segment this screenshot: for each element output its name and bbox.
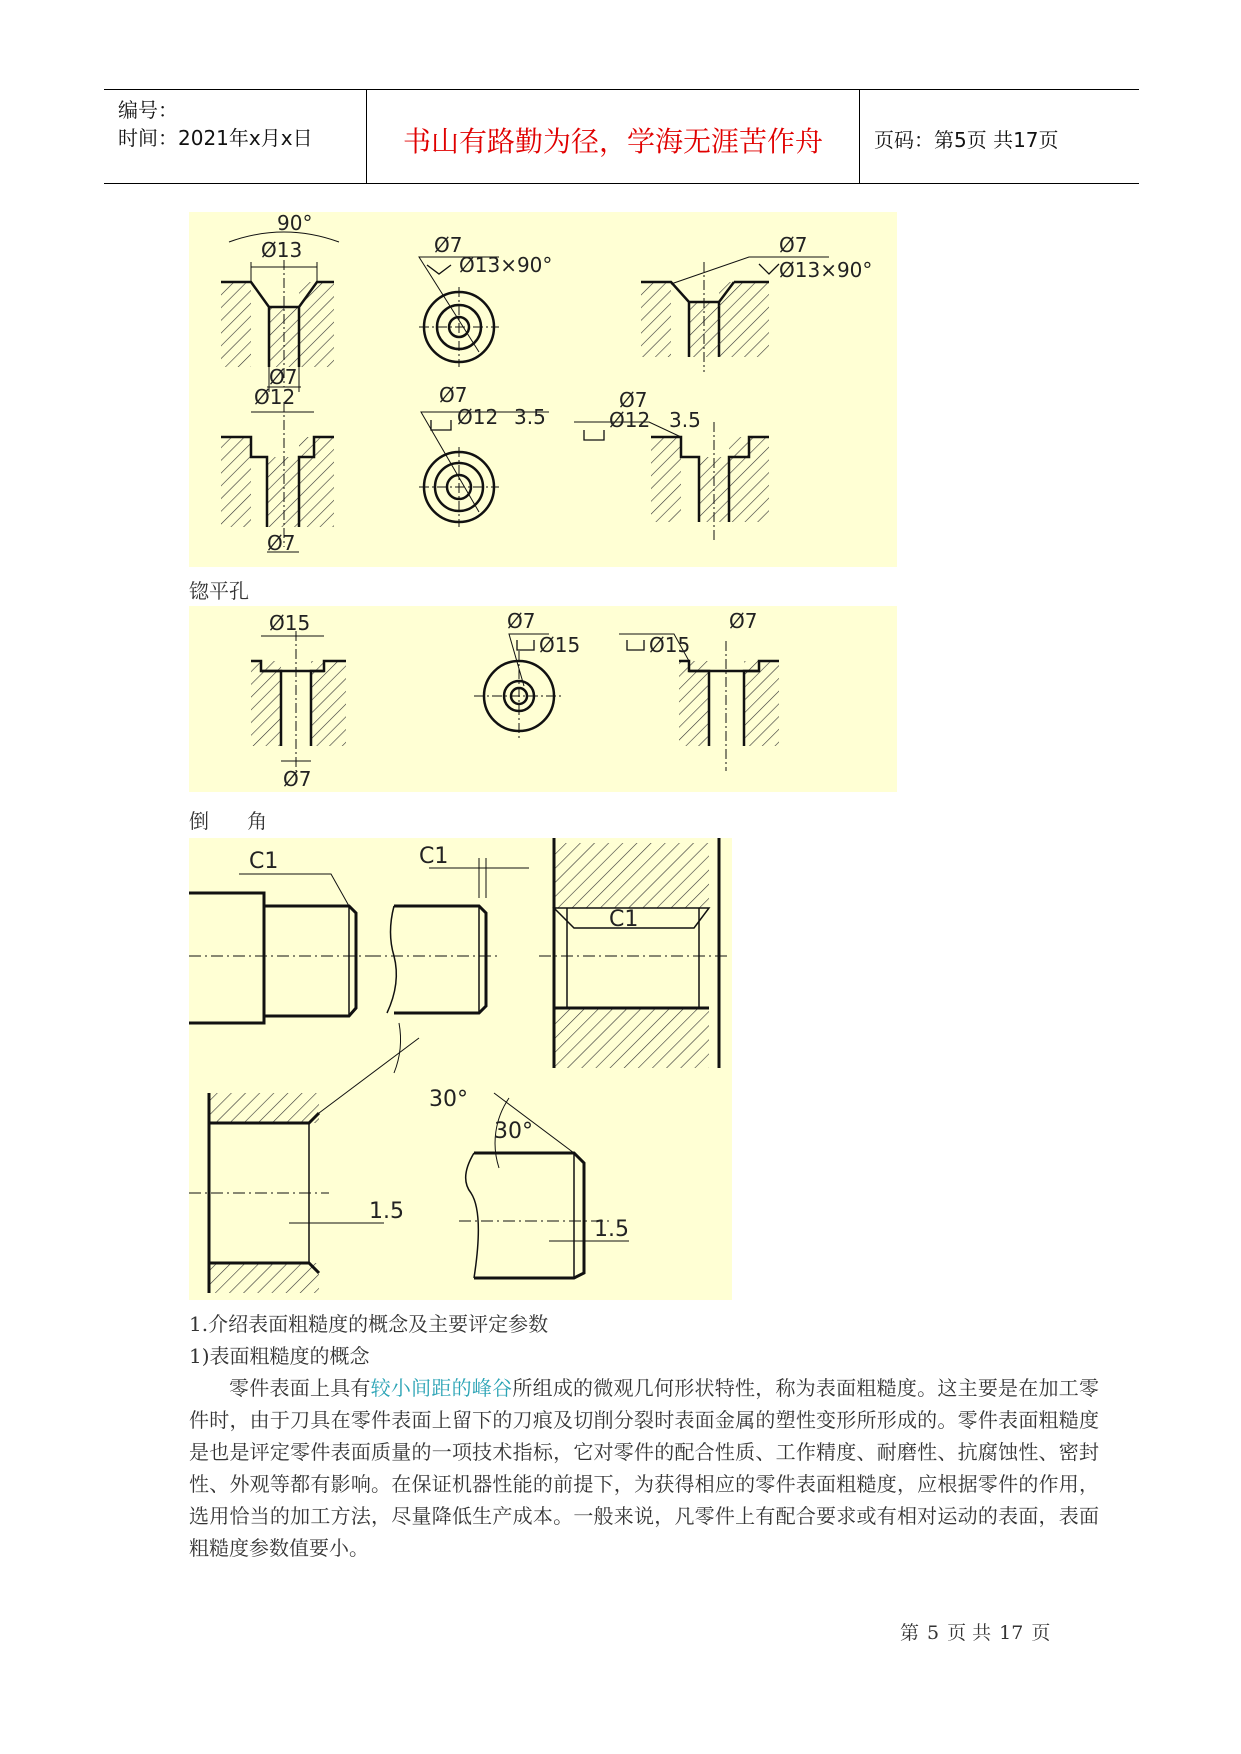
paragraph-rest: 所组成的微观几何形状特性，称为表面粗糙度。这主要是在加工零件时，由于刀具在零件表面上留下的刀痕及切削分裂时表面金属的塑性变形所形成的。零件表面粗糙度是也是评定零件表面质量的一项技术指标，它对零件的配合性质、工作精度、耐磨性、抗腐蚀性、密封性、外观等都有影响。在保证机器性能的前提下，为获得相应的零件表面粗糙度，应根据零件的作用，选用恰当的加工方法，尽量降低生产成本。一般来说，凡零件上有配合要求或有相对运动的表面，表面粗糙度参数值要小。 (189, 1376, 1100, 1560)
header-info-cell (104, 90, 366, 183)
drawing-chamfer (189, 838, 732, 1300)
section-title: 1.介绍表面粗糙度的概念及主要评定参数 (189, 1312, 549, 1336)
label-d7-c: Ø7 (779, 233, 808, 257)
header-motto-cell (366, 90, 860, 183)
figure-countersink-counterbore (189, 212, 897, 567)
footer-page: 5 (927, 1622, 940, 1644)
label-d7-g: Ø7 (283, 767, 312, 791)
label-d12-a: Ø12 (254, 385, 296, 409)
caption-spotface: 锪平孔 (189, 579, 249, 603)
paragraph-start: 零件表面上具有 (229, 1376, 371, 1400)
footer-prefix: 第 (900, 1622, 920, 1644)
subsection-title: 1)表面粗糙度的概念 (189, 1344, 370, 1368)
label-d7-d: Ø7 (267, 531, 296, 555)
label-30-b: 30° (494, 1119, 533, 1144)
page-header (104, 89, 1139, 184)
label-d7-f: Ø7 (619, 388, 648, 412)
footer-suffix: 页 (1031, 1622, 1051, 1644)
label-c1-c: C1 (609, 907, 639, 932)
label-d13x90-a: Ø13×90° (459, 253, 553, 277)
label-d13: Ø13 (261, 238, 303, 262)
header-page-cell (860, 90, 1139, 183)
label-d7-h: Ø7 (507, 609, 536, 633)
label-d15-a: Ø15 (269, 611, 311, 635)
label-d12-b: Ø12 (457, 405, 499, 429)
figure-spotface (189, 606, 897, 792)
label-30-a: 30° (429, 1087, 468, 1112)
page-number-label: 页码：第5页 共17页 (874, 128, 1059, 152)
label-d7-b: Ø7 (434, 233, 463, 257)
label-d7-a: Ø7 (269, 365, 298, 389)
label-angle-90: 90° (277, 212, 313, 235)
motto: 书山有路勤为径，学海无涯苦作舟 (402, 125, 823, 158)
label-1-5-b: 1.5 (594, 1217, 629, 1242)
label-c1-b: C1 (419, 844, 449, 869)
label-c1-a: C1 (249, 849, 279, 874)
body-paragraph (189, 1372, 1099, 1564)
doc-time-label: 时间：2021年x月x日 (118, 126, 313, 150)
footer-mid: 页 共 (947, 1622, 992, 1644)
label-d12-c: Ø12 (609, 408, 651, 432)
page-footer (900, 1618, 1050, 1645)
caption-chamfer: 倒 角 (189, 809, 268, 833)
highlight-term[interactable]: 较小间距的峰谷 (370, 1376, 513, 1400)
label-d7-e: Ø7 (439, 383, 468, 407)
label-depth-a: 3.5 (514, 405, 546, 429)
drawing-holes (189, 212, 897, 567)
label-1-5-a: 1.5 (369, 1199, 404, 1224)
doc-id-label: 编号： (118, 98, 178, 122)
footer-total: 17 (999, 1622, 1024, 1644)
label-d15-b: Ø15 (539, 633, 581, 657)
drawing-spotface (189, 606, 897, 792)
label-d7-i: Ø7 (729, 609, 758, 633)
figure-chamfer (189, 838, 732, 1300)
label-d15-c: Ø15 (649, 633, 691, 657)
label-depth-b: 3.5 (669, 408, 701, 432)
label-d13x90-b: Ø13×90° (779, 258, 873, 282)
